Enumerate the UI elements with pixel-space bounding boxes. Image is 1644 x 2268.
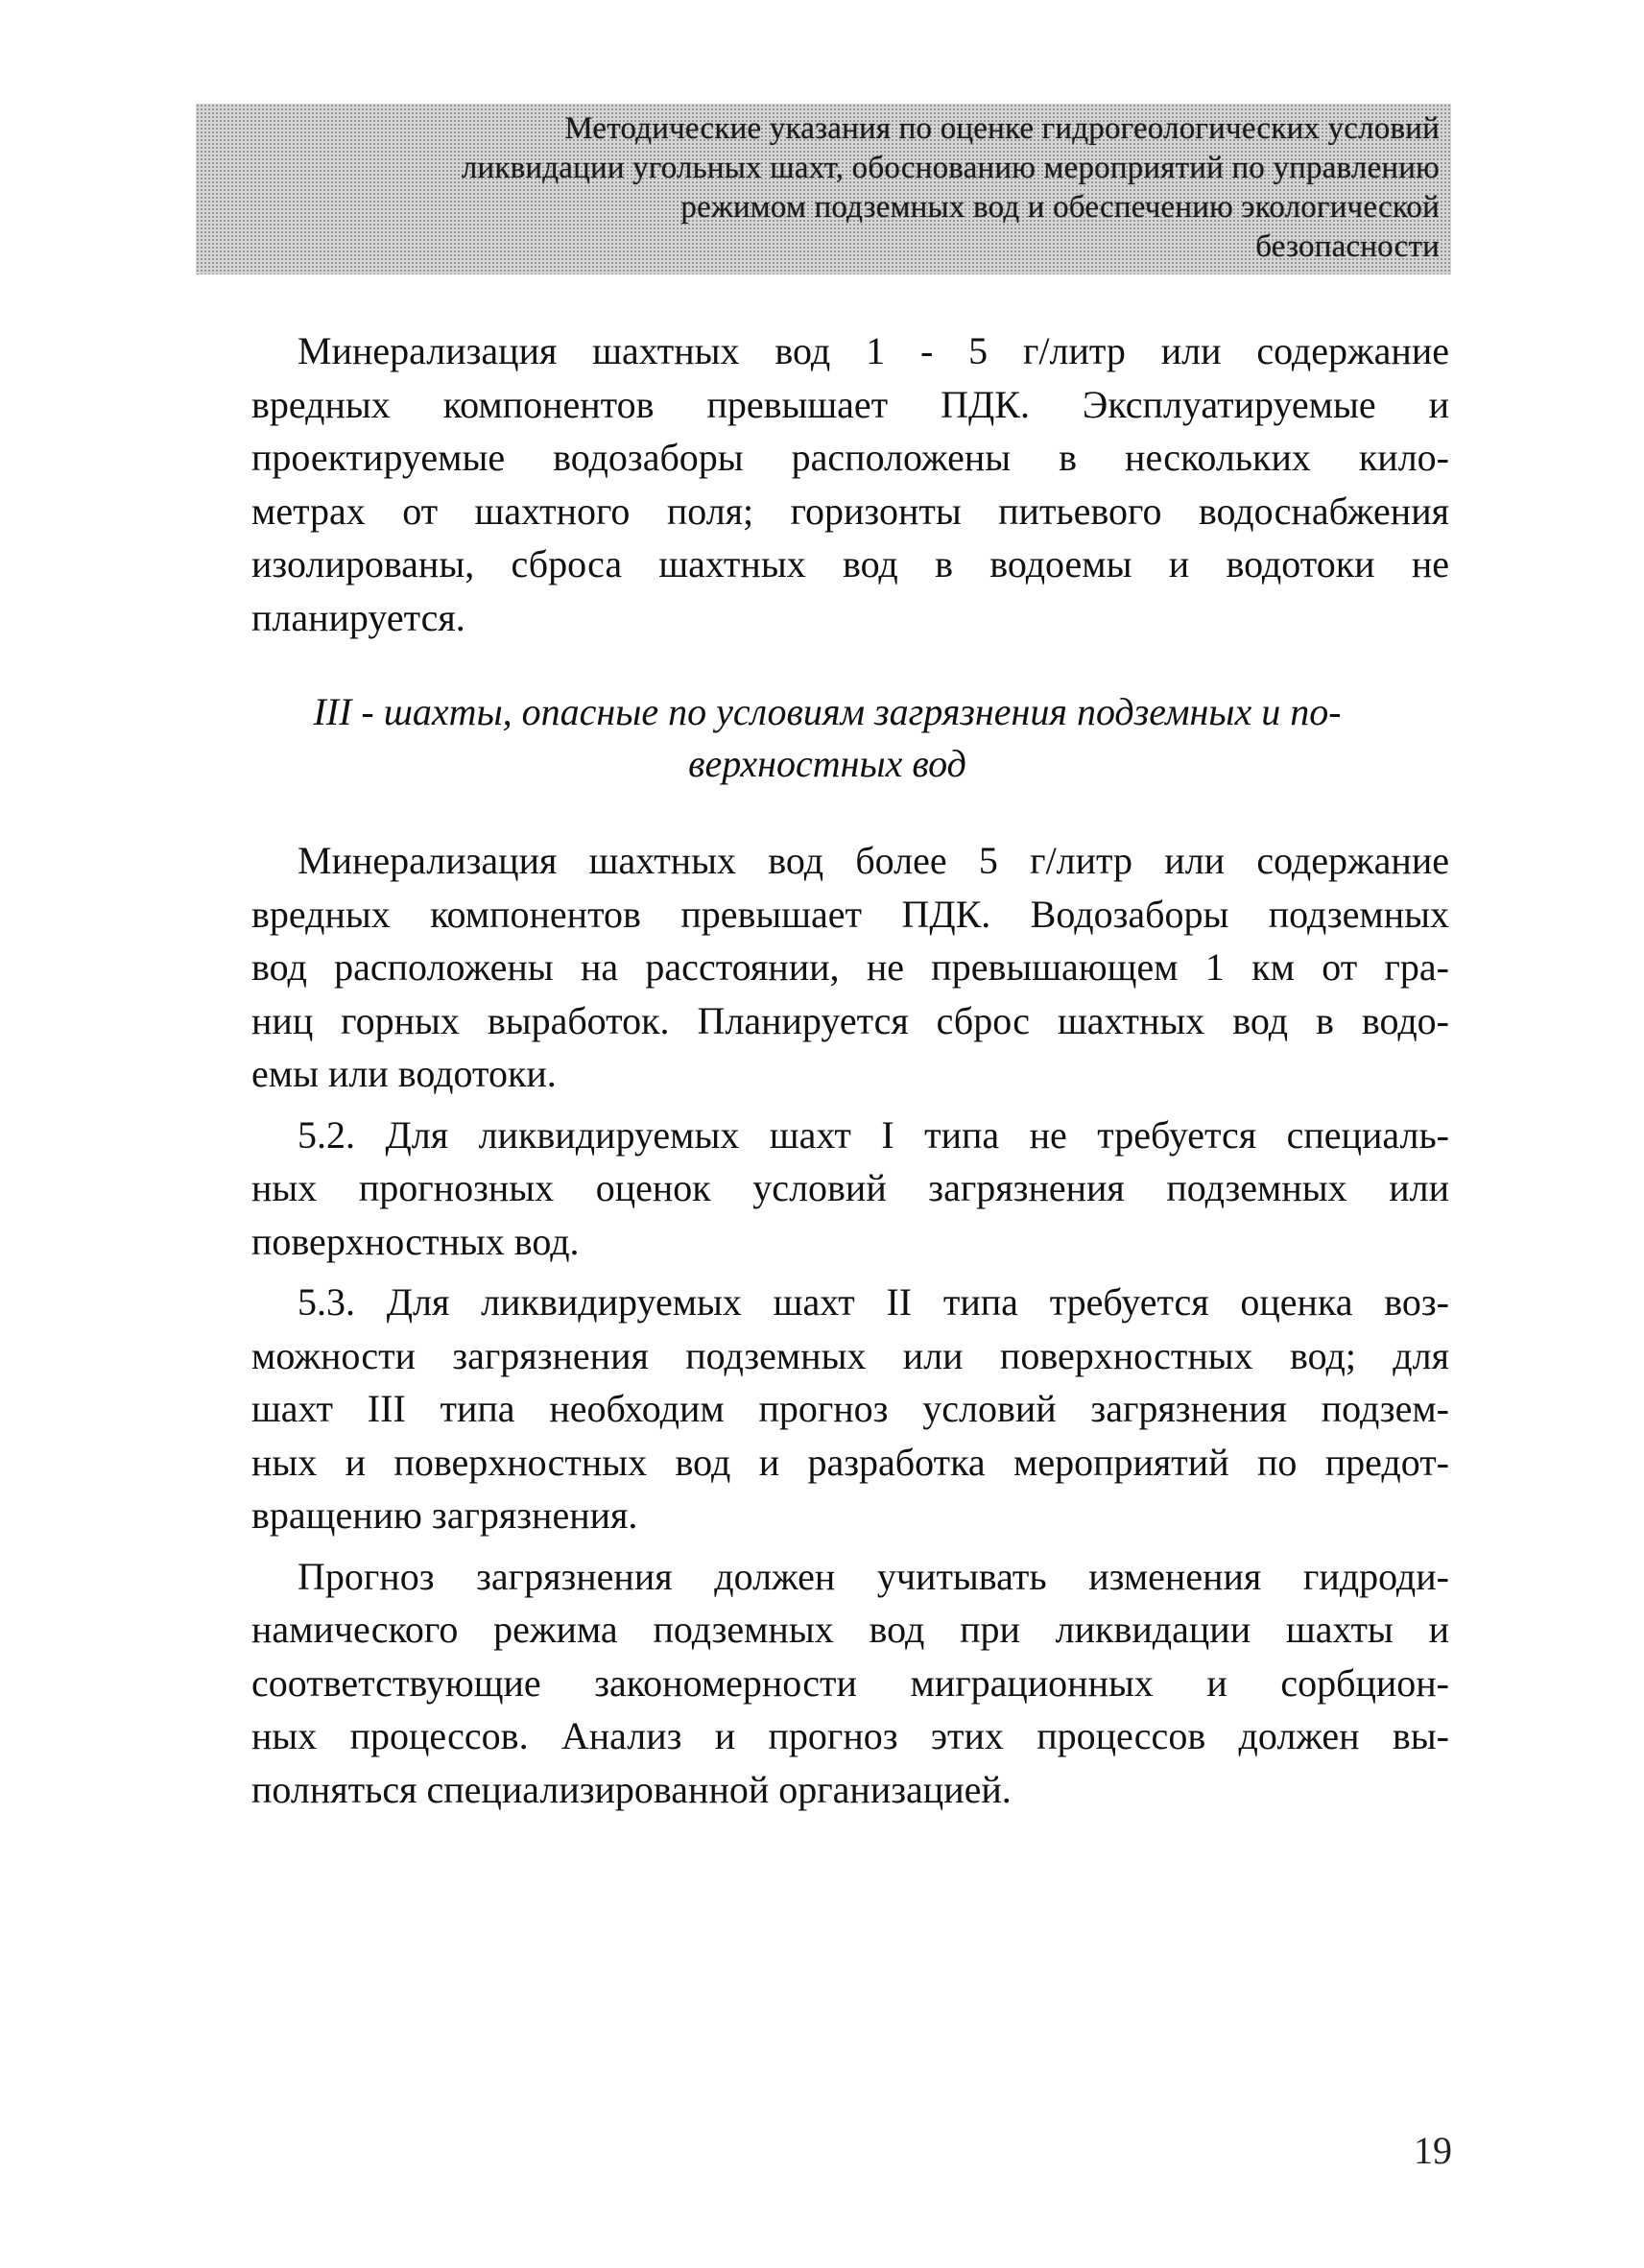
paragraph-forecast: [205, 1550, 1449, 1817]
text-line: можности загрязнения подземных или поверхностных вод; для: [251, 1333, 1449, 1377]
page-body: [205, 324, 1449, 1816]
text-line: Прогноз загрязнения должен учитывать изменения гидроди-: [298, 1554, 1449, 1598]
running-header: [196, 104, 1451, 275]
text-line: метрах от шахтного поля; горизонты питьевого водоснабжения: [251, 489, 1449, 533]
paragraph-5-3: [205, 1276, 1449, 1542]
text-line: емы или водотоки.: [251, 1052, 557, 1095]
text-line: вод расположены на расстоянии, не превышающем 1 км от гра-: [251, 945, 1449, 989]
text-line: 5.2. Для ликвидируемых шахт I типа не требуется специаль-: [298, 1112, 1449, 1157]
page-number: 19: [1414, 2129, 1452, 2172]
text-line: проектируемые водозаборы расположены в нескольких кило-: [251, 436, 1449, 479]
text-line: соответствующие закономерности миграционных и сорбцион-: [251, 1660, 1449, 1705]
header-line: ликвидации угольных шахт, обоснованию мероприятий по управлению: [461, 151, 1440, 185]
section-heading-type-iii: [205, 686, 1449, 790]
text-line: Минерализация шахтных вод более 5 г/литр или содержание: [298, 839, 1449, 882]
heading-line: верхностных вод: [688, 742, 966, 785]
text-line: вращению загрязнения.: [251, 1493, 638, 1537]
text-line: поверхностных вод.: [251, 1219, 580, 1263]
paragraph-5-2: [205, 1109, 1449, 1269]
text-line: полняться специализированной организацией.: [251, 1767, 1012, 1811]
text-line: Минерализация шахтных вод 1 - 5 г/литр или содержание: [298, 329, 1449, 372]
text-line: ных и поверхностных вод и разработка мероприятий по предот-: [251, 1440, 1449, 1484]
header-line: безопасности: [1255, 229, 1440, 264]
text-line: шахт III типа необходим прогноз условий загрязнения подзем-: [251, 1387, 1449, 1430]
text-line: намического режима подземных вод при ликвидации шахты и: [251, 1608, 1449, 1651]
header-line: Методические указания по оценке гидрогеологических условий: [564, 111, 1440, 146]
header-line: режимом подземных вод и обеспечению экологической: [680, 190, 1440, 225]
text-line: 5.3. Для ликвидируемых шахт II типа требуется оценка воз-: [298, 1280, 1449, 1324]
text-line: ных процессов. Анализ и прогноз этих процессов должен вы-: [251, 1714, 1449, 1757]
text-line: вредных компонентов превышает ПДК. Водозаборы подземных: [251, 892, 1449, 936]
text-line: ных прогнозных оценок условий загрязнения подземных или: [251, 1166, 1449, 1209]
heading-line: III - шахты, опасные по условиям загрязнения подземных и по-: [313, 690, 1342, 733]
paragraph-mineralization-1-5: [205, 324, 1449, 644]
paragraph-mineralization-over-5: [205, 834, 1449, 1101]
text-line: изолированы, сброса шахтных вод в водоемы и водотоки не: [251, 542, 1449, 585]
text-line: ниц горных выработок. Планируется сброс шахтных вод в водо-: [251, 998, 1449, 1042]
text-line: планируется.: [251, 595, 465, 639]
text-line: вредных компонентов превышает ПДК. Эксплуатируемые и: [251, 382, 1449, 426]
